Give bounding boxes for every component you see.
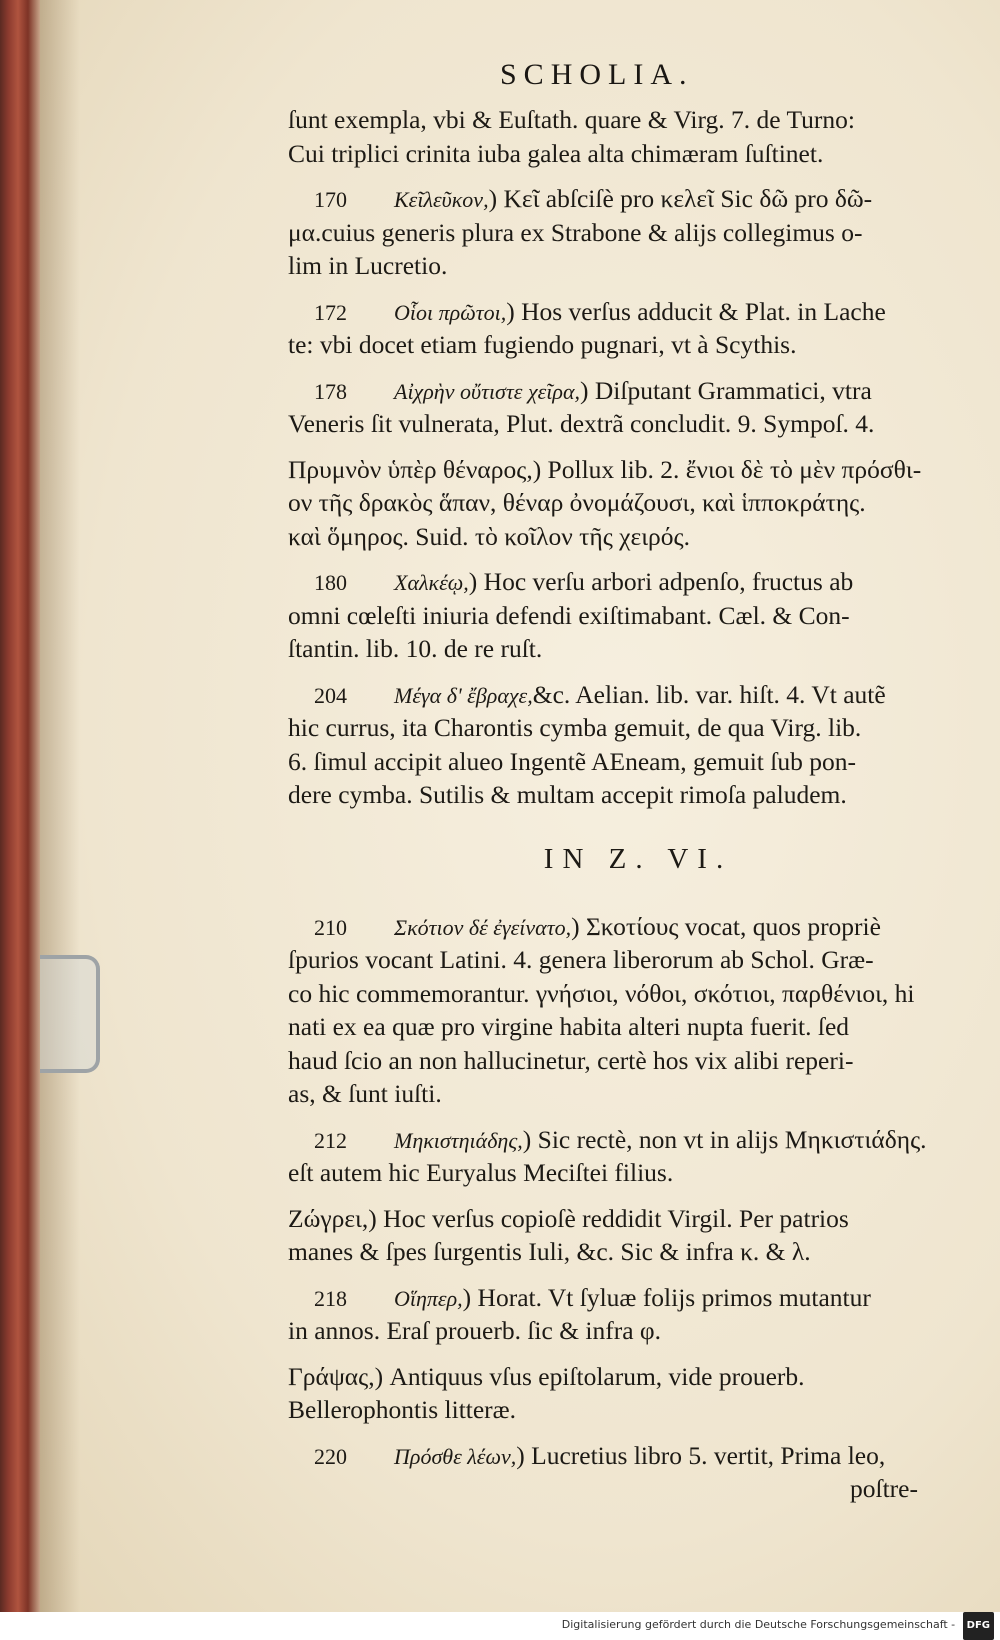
line-text: manes & ſpes ſurgentis Iuli, &c. Sic & infra κ. & λ. <box>288 1237 811 1266</box>
line-text: 6. ſimul accipit alueo Ingentẽ AEneam, gemuit ſub pon- <box>288 746 856 776</box>
paragraph-gap <box>288 666 948 678</box>
line-text: ον τῆς δρακὸς ἅπαν, θέναρ ὀνομάζουσι, καὶ ἱπποκράτης. <box>288 488 866 517</box>
text-line <box>288 1360 948 1394</box>
line-text: Ζώγρει,) Hoc verſus copioſè reddidit Virgil. Per patrios <box>288 1203 849 1233</box>
line-text: in annos. Eraſ prouerb. ſic & infra φ. <box>288 1316 662 1345</box>
line-text: co hic commemorantur. γνήσιοι, νόθοι, σκότιοι, παρθένιοι, hi <box>288 978 915 1008</box>
line-number: 212 <box>314 1127 347 1153</box>
text-line <box>288 295 948 329</box>
text-line <box>288 778 948 812</box>
text-line <box>288 977 948 1011</box>
line-text: ) Horat. Vt ſyluæ folijs primos mutantur <box>462 1282 871 1312</box>
page-text <box>288 103 948 1506</box>
line-number: 170 <box>314 187 347 212</box>
text-line <box>288 910 948 944</box>
greek-lemma: Οἷοι πρῶτοι, <box>394 299 507 325</box>
line-text: ) Κεῖ abſciſè pro κελεῖ Sic δῶ pro δῶ- <box>488 184 873 213</box>
line-text: ſtantin. lib. 10. de re ruſt. <box>288 634 543 663</box>
greek-lemma: Χαλκέῳ, <box>394 570 469 595</box>
text-line <box>288 1123 948 1157</box>
text-line <box>288 407 948 441</box>
text-line <box>288 1314 948 1348</box>
section-title: IN Z. VI. <box>543 842 733 875</box>
text-line <box>288 1281 948 1315</box>
line-number: 180 <box>314 570 347 595</box>
greek-lemma: Πρόσθε λέων, <box>394 1443 517 1469</box>
line-text: ) Σκοτίους vocat, quos propriè <box>571 911 881 941</box>
text-line <box>288 1077 948 1111</box>
text-line <box>288 1044 948 1078</box>
text-line <box>288 711 948 745</box>
line-text: ſunt exempla, vbi & Euſtath. quare & Virg. 7. de Turno: <box>288 105 855 134</box>
line-text: Cui triplici crinita iuba galea alta chimæram ſuſtinet. <box>288 138 824 168</box>
paragraph-gap <box>288 1111 948 1123</box>
dfg-logo: DFG <box>963 1612 994 1640</box>
line-text: poſtre- <box>850 1474 918 1503</box>
line-text: ) Diſputant Grammatici, vtra <box>580 375 872 405</box>
line-text: &c. Aelian. lib. var. hiſt. 4. Vt autẽ <box>532 679 886 709</box>
greek-lemma: Κεῖλεῦκον, <box>394 187 489 212</box>
greek-lemma: Μηκιστηιάδης, <box>394 1127 523 1153</box>
paragraph-gap <box>288 441 948 453</box>
book-edge <box>0 0 40 1612</box>
line-text: haud ſcio an non hallucinetur, certè hos vix alibi reperi- <box>288 1045 854 1075</box>
line-number: 204 <box>314 682 347 708</box>
line-text: dere cymba. Sutilis & multam accepit rimoſa paludem. <box>288 780 847 809</box>
text-line <box>288 374 948 408</box>
line-text: eſt autem hic Euryalus Meciſtei filius. <box>288 1158 674 1187</box>
line-text: Γράψας,) Antiquus vſus epiſtolarum, vide prouerb. <box>288 1361 805 1391</box>
line-text: ſpurios vocant Latini. 4. genera liberorum ab Schol. Græ- <box>288 945 874 974</box>
paragraph-gap <box>288 1190 948 1202</box>
line-number: 218 <box>314 1285 347 1311</box>
paragraph-gap <box>288 170 948 182</box>
line-text: ) Lucretius libro 5. vertit, Prima leo, <box>516 1440 886 1470</box>
text-line <box>288 943 948 977</box>
text-line <box>288 1156 948 1190</box>
footer-credit: Digitalisierung gefördert durch die Deutsche Forschungsgemeinschaft - <box>561 1618 956 1631</box>
greek-lemma: Μέγα δ' ἔβραχε, <box>394 682 533 708</box>
text-block-1 <box>288 103 948 812</box>
text-line <box>288 632 948 666</box>
line-text: as, & ſunt iuſti. <box>288 1079 442 1108</box>
text-line <box>288 216 948 250</box>
text-line <box>288 249 948 283</box>
line-text: καὶ ὅμηρος. Suid. τὸ κοῖλον τῆς χειρός. <box>288 521 690 551</box>
page-heading: SCHOLIA. <box>500 58 694 91</box>
paragraph-gap <box>288 1269 948 1281</box>
line-text: ) Hoc verſu arbori adpenſo, fructus ab <box>468 567 854 596</box>
text-line <box>288 599 948 633</box>
text-line <box>288 103 948 137</box>
text-line <box>288 137 948 171</box>
greek-lemma: Οἵηπερ, <box>394 1285 463 1311</box>
line-text: Πρυμνὸν ὑπὲρ θέναρος,) Pollux lib. 2. ἔνιοι δὲ τὸ μὲν πρόσθι- <box>288 454 922 484</box>
text-line <box>288 328 948 362</box>
line-number: 220 <box>314 1443 347 1469</box>
paragraph-gap <box>288 553 948 565</box>
text-line <box>288 1235 948 1269</box>
line-text: ) Hos verſus adducit & Plat. in Lache <box>506 296 886 326</box>
text-line <box>288 678 948 712</box>
text-line <box>288 1439 948 1473</box>
line-number: 178 <box>314 378 347 404</box>
text-line <box>288 1010 948 1044</box>
text-line <box>288 486 948 520</box>
paragraph-gap <box>288 362 948 374</box>
text-line <box>288 453 948 487</box>
paragraph-gap <box>288 1348 948 1360</box>
text-line <box>288 520 948 554</box>
line-number: 172 <box>314 299 347 325</box>
text-block-2 <box>288 910 948 1506</box>
text-line <box>288 565 948 599</box>
line-text: ) Sic rectè, non vt in alijs Μηκιστιάδης. <box>522 1124 927 1154</box>
line-text: Bellerophontis litteræ. <box>288 1395 517 1424</box>
line-text: Veneris ſit vulnerata, Plut. dextrã concludit. 9. Sympoſ. 4. <box>288 409 875 438</box>
text-line <box>288 1472 948 1506</box>
line-text: hic currus, ita Charontis cymba gemuit, de qua Virg. lib. <box>288 713 862 742</box>
text-line <box>288 1202 948 1236</box>
line-number: 210 <box>314 914 347 940</box>
line-text: nati ex ea quæ pro virgine habita alteri nupta fuerit. ſed <box>288 1012 850 1041</box>
paragraph-gap <box>288 1427 948 1439</box>
footer-bar <box>0 1612 1000 1638</box>
text-line <box>288 745 948 779</box>
greek-lemma: Σκότιον δέ ἐγείνατο, <box>394 914 572 940</box>
line-text: omni cœleſti iniuria defendi exiſtimabant. Cæl. & Con- <box>288 600 850 630</box>
text-line <box>288 182 948 216</box>
greek-lemma: Αἰχρὴν οὔτιστε χεῖρα, <box>394 378 581 404</box>
text-line <box>288 1393 948 1427</box>
line-text: μα.cuius generis plura ex Strabone & alijs collegimus o- <box>288 217 863 247</box>
line-text: te: vbi docet etiam fugiendo pugnari, vt à Scythis. <box>288 330 797 359</box>
page-clip <box>40 955 100 1073</box>
line-text: lim in Lucretio. <box>288 251 448 280</box>
paragraph-gap <box>288 283 948 295</box>
